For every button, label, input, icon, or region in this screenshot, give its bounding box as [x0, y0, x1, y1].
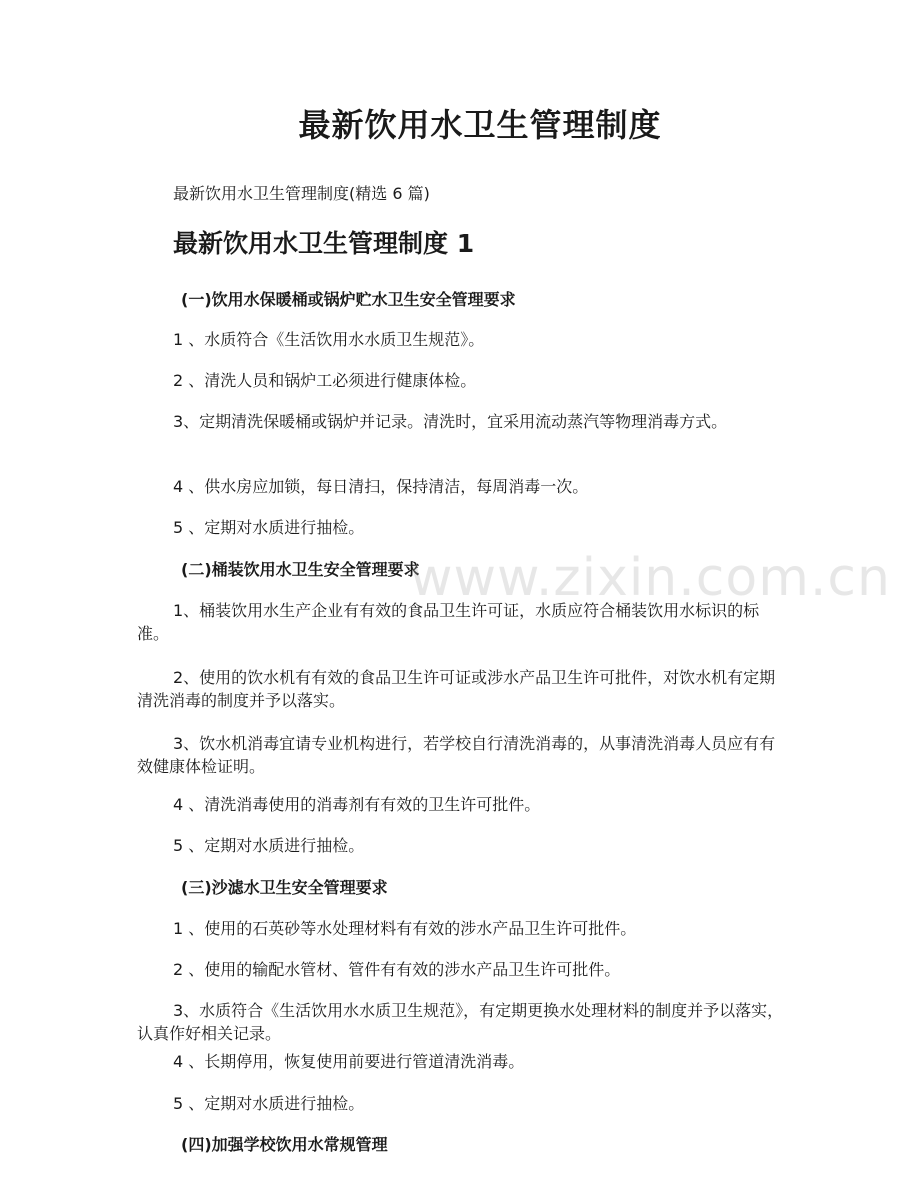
list-item: 4 、供水房应加锁，每日清扫，保持清洁，每周消毒一次。 [173, 477, 589, 496]
list-item: 5 、定期对水质进行抽检。 [173, 836, 365, 855]
list-item: 1、桶装饮用水生产企业有有效的食品卫生许可证，水质应符合桶装饮用水标识的标准。 [137, 601, 760, 643]
list-item: 1 、使用的石英砂等水处理材料有有效的涉水产品卫生许可批件。 [173, 919, 637, 938]
list-item: 4 、清洗消毒使用的消毒剂有有效的卫生许可批件。 [173, 795, 541, 814]
list-item: 2 、使用的输配水管材、管件有有效的涉水产品卫生许可批件。 [173, 960, 621, 979]
subsection-heading-1: (一)饮用水保暖桶或锅炉贮水卫生安全管理要求 [181, 290, 516, 309]
document-subtitle: 最新饮用水卫生管理制度(精选 6 篇) [173, 184, 430, 203]
list-item: 5 、定期对水质进行抽检。 [173, 1094, 365, 1113]
section-heading-1: 最新饮用水卫生管理制度 1 [173, 229, 475, 258]
subsection-heading-4: (四)加强学校饮用水常规管理 [181, 1135, 388, 1154]
list-item: 4 、长期停用，恢复使用前要进行管道清洗消毒。 [173, 1052, 525, 1071]
list-item: 2 、清洗人员和锅炉工必须进行健康体检。 [173, 371, 477, 390]
list-item: 3、水质符合《生活饮用水水质卫生规范》，有定期更换水处理材料的制度并予以落实，认真作好相关记录。 [137, 1001, 784, 1043]
list-item: 2、使用的饮水机有有效的食品卫生许可证或涉水产品卫生许可批件，对饮水机有定期清洗消毒的制度并予以落实。 [137, 668, 776, 710]
watermark: www.zixin.com.cn [410, 548, 891, 608]
list-item: 3、定期清洗保暖桶或锅炉并记录。清洗时，宜采用流动蒸汽等物理消毒方式。 [173, 412, 728, 431]
list-item: 5 、定期对水质进行抽检。 [173, 518, 365, 537]
list-item: 1 、水质符合《生活饮用水水质卫生规范》。 [173, 330, 485, 349]
document-title: 最新饮用水卫生管理制度 [298, 106, 662, 144]
subsection-heading-3: (三)沙滤水卫生安全管理要求 [181, 878, 388, 897]
list-item: 3、饮水机消毒宜请专业机构进行，若学校自行清洗消毒的，从事清洗消毒人员应有有效健康体检证明。 [137, 734, 776, 776]
subsection-heading-2: (二)桶装饮用水卫生安全管理要求 [181, 560, 420, 579]
